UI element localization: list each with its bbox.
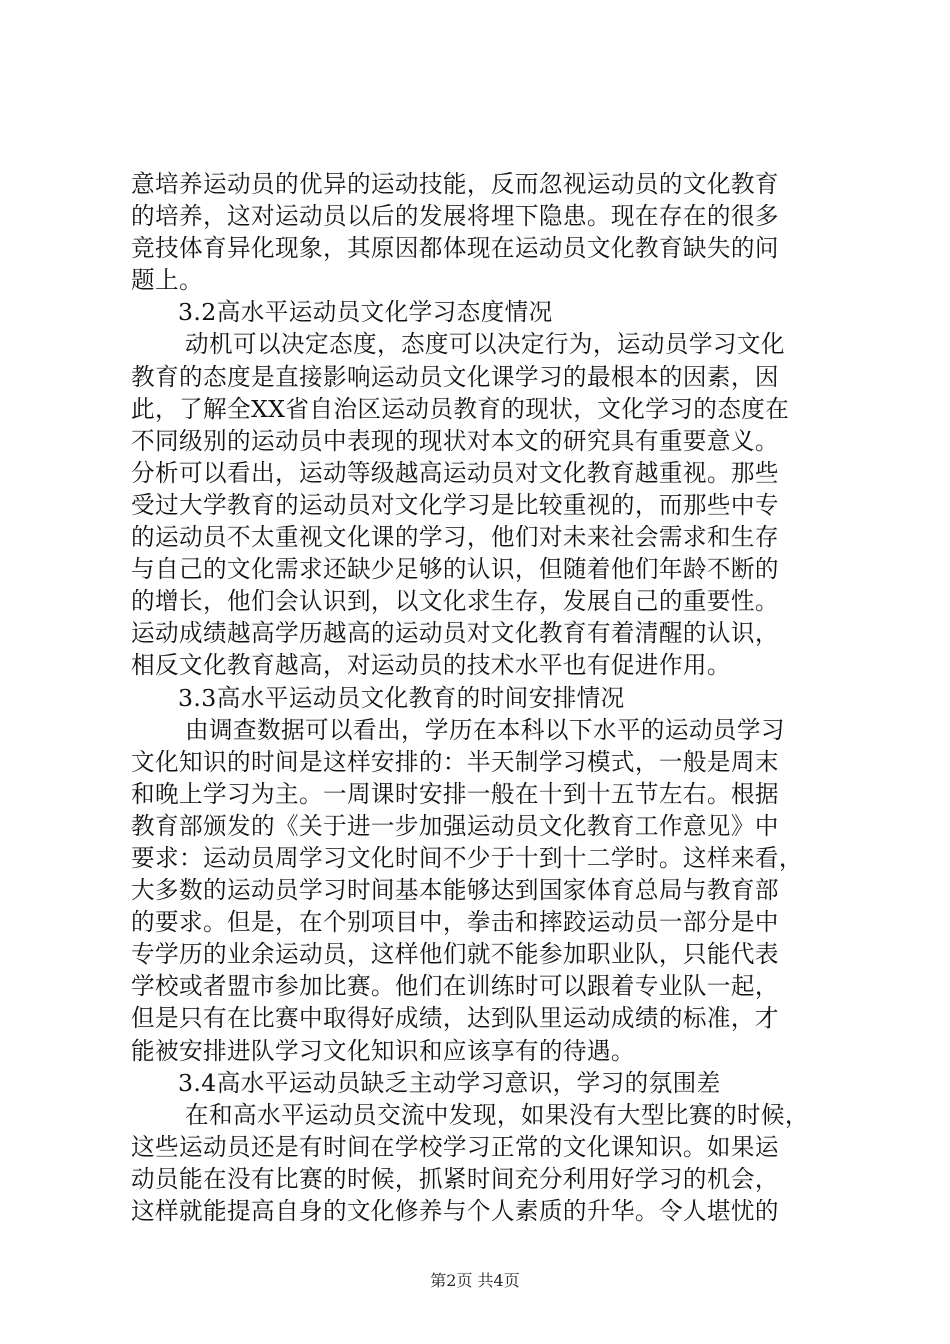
text-line: 相反文化教育越高，对运动员的技术水平也有促进作用。 [131,651,731,680]
text-line: 这些运动员还是有时间在学校学习正常的文化课知识。如果运 [131,1132,779,1161]
page-number-label: 第2页 共4页 [430,1271,520,1290]
text-line: 意培养运动员的优异的运动技能，反而忽视运动员的文化教育 [131,170,779,198]
section-heading-3-3: 3.3高水平运动员文化教育的时间安排情况 [178,683,625,712]
section-heading-3-2: 3.2高水平运动员文化学习态度情况 [178,298,553,327]
text-line: 的运动员不太重视文化课的学习，他们对未来社会需求和生存 [131,523,779,552]
text-line: 的培养，这对运动员以后的发展将埋下隐患。现在存在的很多 [131,202,779,231]
text-line: 的要求。但是，在个别项目中，拳击和摔跤运动员一部分是中 [131,908,779,937]
text-line: 分析可以看出，运动等级越高运动员对文化教育越重视。那些 [131,458,779,487]
text-line: 要求：运动员周学习文化时间不少于十到十二学时。这样来看， [131,843,803,872]
page-footer [0,1271,950,1291]
text-line: 题上。 [131,266,203,295]
text-line: 竞技体育异化现象，其原因都体现在运动员文化教育缺失的问 [131,234,779,263]
text-line: 动机可以决定态度，态度可以决定行为，运动员学习文化 [185,330,785,359]
text-line: 专学历的业余运动员，这样他们就不能参加职业队，只能代表 [131,940,779,969]
text-line: 能被安排进队学习文化知识和应该享有的待遇。 [131,1036,635,1065]
text-line: 与自己的文化需求还缺少足够的认识，但随着他们年龄不断的 [131,555,779,584]
text-line: 教育的态度是直接影响运动员文化课学习的最根本的因素，因 [131,362,779,391]
text-line: 由调查数据可以看出，学历在本科以下水平的运动员学习 [185,715,785,744]
text-line: 动员能在没有比赛的时候，抓紧时间充分利用好学习的机会， [131,1164,779,1193]
text-line: 不同级别的运动员中表现的现状对本文的研究具有重要意义。 [131,426,779,455]
text-line: 但是只有在比赛中取得好成绩，达到队里运动成绩的标准，才 [131,1004,779,1033]
section-heading-3-4: 3.4高水平运动员缺乏主动学习意识，学习的氛围差 [178,1068,721,1097]
text-line: 教育部颁发的《关于进一步加强运动员文化教育工作意见》中 [131,811,779,840]
text-line: 学校或者盟市参加比赛。他们在训练时可以跟着专业队一起， [131,972,779,1001]
text-line: 大多数的运动员学习时间基本能够达到国家体育总局与教育部 [131,876,779,905]
text-line: 受过大学教育的运动员对文化学习是比较重视的，而那些中专 [131,490,779,519]
document-body [131,168,841,1227]
text-line: 和晚上学习为主。一周课时安排一般在十到十五节左右。根据 [131,779,779,808]
text-line: 运动成绩越高学历越高的运动员对文化教育有着清醒的认识， [131,619,779,648]
text-line: 文化知识的时间是这样安排的：半天制学习模式，一般是周末 [131,747,779,776]
text-line: 此，了解全XX省自治区运动员教育的现状，文化学习的态度在 [131,394,790,423]
text-line: 的增长，他们会认识到，以文化求生存，发展自己的重要性。 [131,587,779,616]
text-line: 这样就能提高自身的文化修养与个人素质的升华。令人堪忧的 [131,1197,779,1225]
text-line: 在和高水平运动员交流中发现，如果没有大型比赛的时候， [185,1100,809,1129]
